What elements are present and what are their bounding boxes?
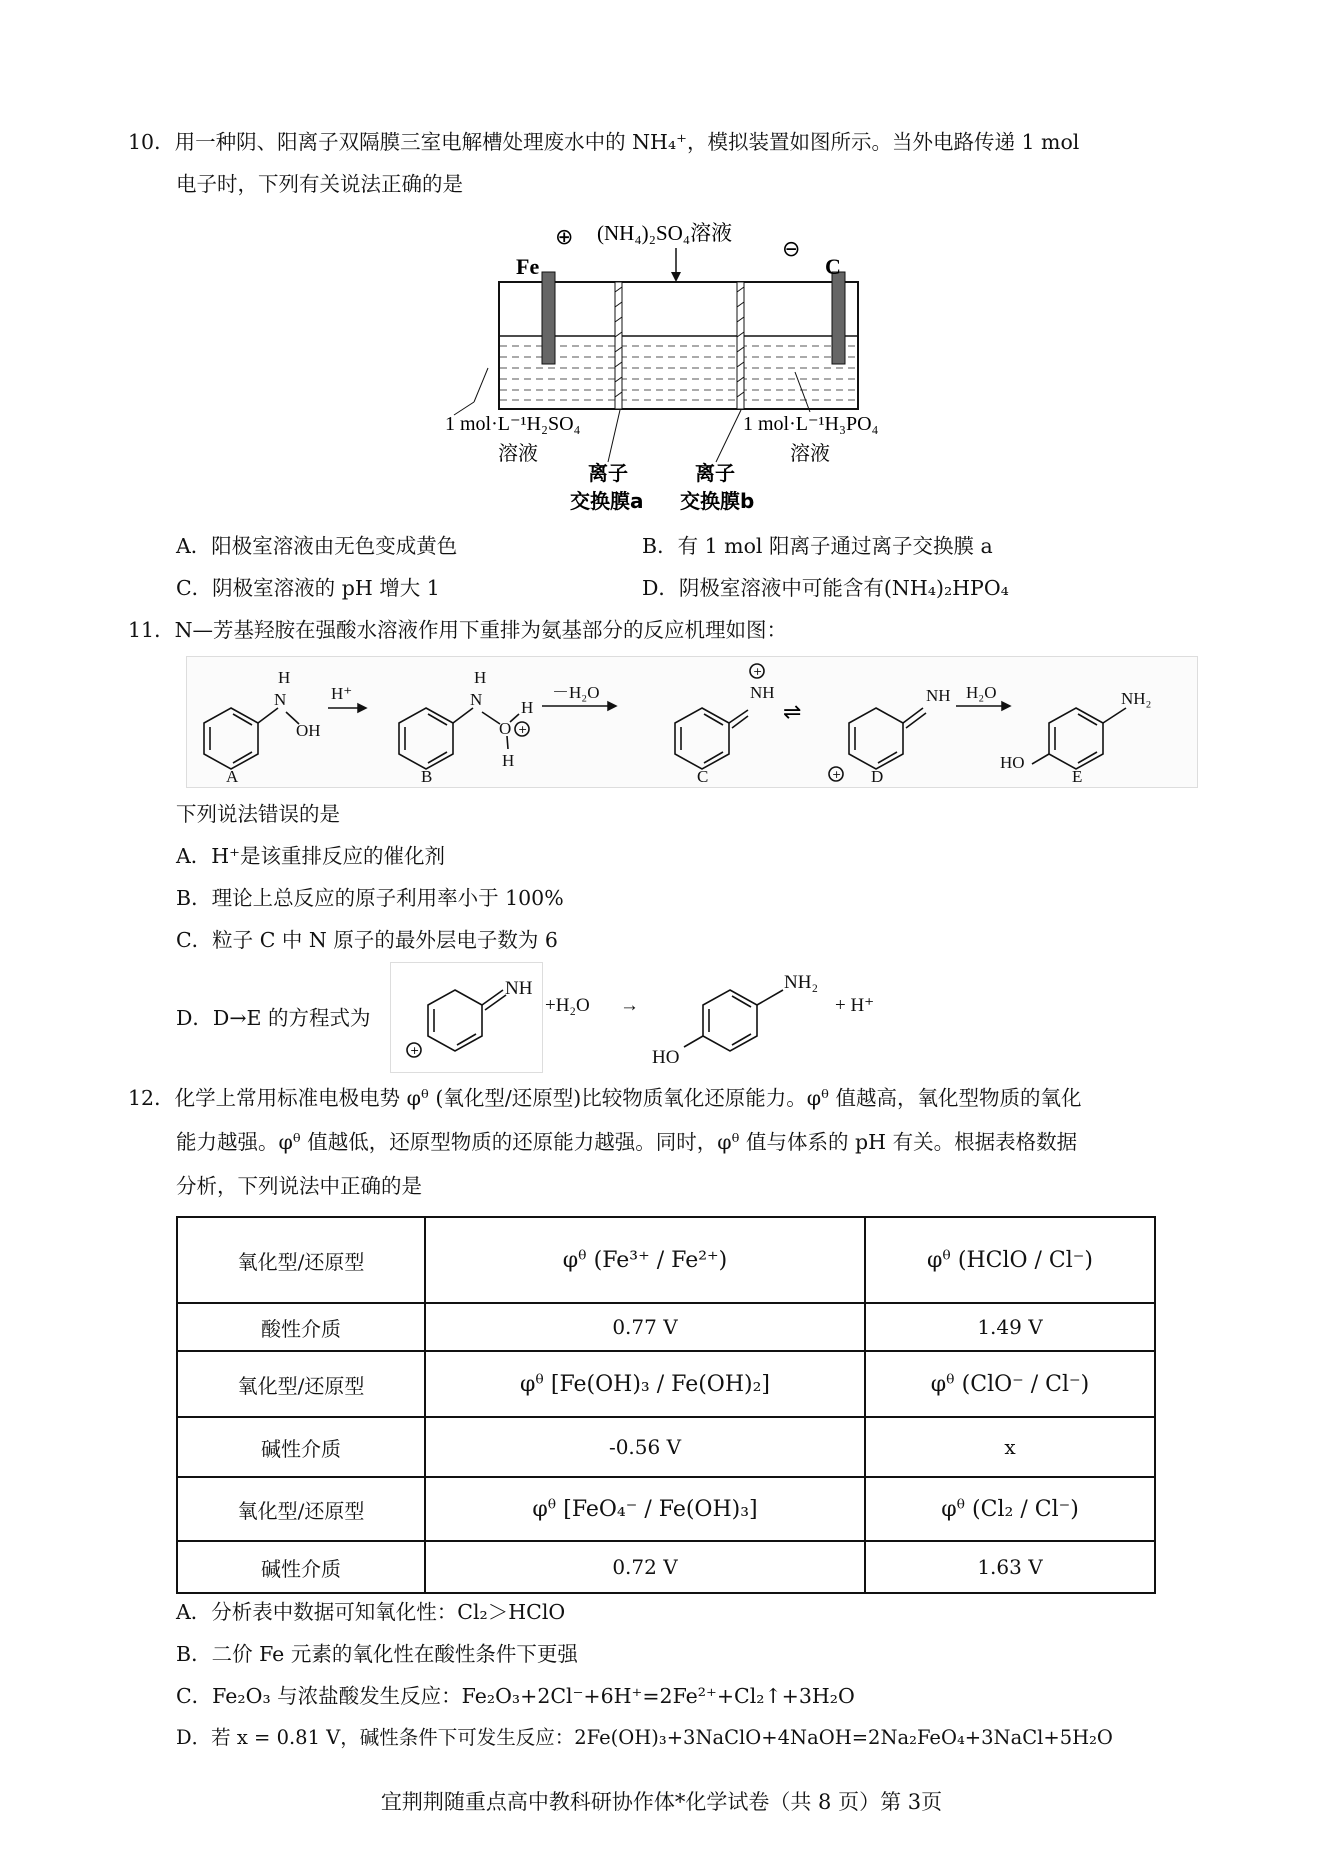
d-to-e-equation xyxy=(390,962,910,1074)
table-row xyxy=(177,1217,1155,1303)
d-eq-nh-label: NH xyxy=(505,978,533,999)
table-cell: φᶿ [FeO₄⁻ / Fe(OH)₃] xyxy=(425,1477,865,1541)
anode-label: Fe xyxy=(516,254,540,279)
page-footer: 宜荆荆随重点高中教科研协作体*化学试卷（共 8 页）第 3页 xyxy=(380,1790,943,1814)
q12-stem-line1: 12．化学上常用标准电极电势 φᶿ (氧化型/还原型)比较物质氧化还原能力。φᶿ 值越高，氧化型物质的氧化 xyxy=(128,1086,1082,1110)
svg-text:+: + xyxy=(832,768,842,781)
svg-text:+: + xyxy=(753,665,763,678)
table-cell: φᶿ (HClO / Cl⁻) xyxy=(865,1217,1155,1303)
table-row xyxy=(177,1303,1155,1351)
table-cell: φᶿ (Fe³⁺ / Fe²⁺) xyxy=(425,1217,865,1303)
q10-option-b: B．有 1 mol 阳离子通过离子交换膜 a xyxy=(642,534,993,558)
a-oh-label: OH xyxy=(296,721,321,740)
table-cell: φᶿ (Cl₂ / Cl⁻) xyxy=(865,1477,1155,1541)
q11-option-d-prefix: D．D→E 的方程式为 xyxy=(176,1006,371,1030)
minus-icon: ⊖ xyxy=(782,237,801,262)
table-cell: 碱性介质 xyxy=(177,1541,425,1593)
table-cell: -0.56 V xyxy=(425,1417,865,1477)
q12-option-b: B．二价 Fe 元素的氧化性在酸性条件下更强 xyxy=(176,1642,578,1666)
membrane-a-pointer xyxy=(608,410,620,462)
table-row xyxy=(177,1417,1155,1477)
q11-option-c: C．粒子 C 中 N 原子的最外层电子数为 6 xyxy=(176,928,558,952)
label-e: E xyxy=(1072,767,1083,786)
q11-question: 下列说法错误的是 xyxy=(176,802,340,826)
table-cell: φᶿ (ClO⁻ / Cl⁻) xyxy=(865,1351,1155,1417)
equilibrium-arrow: ⇌ xyxy=(783,700,802,725)
e-nh2-label: NH₂ xyxy=(1121,689,1152,708)
d-eq-ho-label: HO xyxy=(652,1047,680,1068)
table-row xyxy=(177,1351,1155,1417)
table-cell: 0.77 V xyxy=(425,1303,865,1351)
right-solution-label-2: 溶液 xyxy=(790,443,830,465)
h3po4-pointer xyxy=(795,372,810,412)
rearrangement-scheme xyxy=(186,656,1198,788)
feed-label: (NH₄)₂SO₄溶液 xyxy=(597,221,733,245)
q10-stem-line2: 电子时，下列有关说法正确的是 xyxy=(176,172,463,196)
table-cell: 酸性介质 xyxy=(177,1303,425,1351)
left-solution-label-1: 1 mol·L⁻¹H₂SO₄ xyxy=(445,413,581,435)
d-eq-plus-water: +H₂O xyxy=(545,995,590,1016)
reagent-minus-water: －H₂O xyxy=(552,683,600,702)
right-solution-label-1: 1 mol·L⁻¹H₃PO₄ xyxy=(743,413,879,435)
table-cell: x xyxy=(865,1417,1155,1477)
table-cell: 碱性介质 xyxy=(177,1417,425,1477)
b-o-label: O xyxy=(499,719,512,738)
svg-text:+: + xyxy=(410,1044,420,1057)
d-eq-plus-h: + H⁺ xyxy=(835,995,875,1016)
cathode-label: C xyxy=(825,254,841,279)
reagent-h-plus: H⁺ xyxy=(331,684,353,703)
table-row xyxy=(177,1477,1155,1541)
q12-stem-line3: 分析，下列说法中正确的是 xyxy=(176,1174,422,1198)
label-a: A xyxy=(226,767,239,786)
d-eq-nh2-label: NH₂ xyxy=(784,972,819,993)
table-cell: 氧化型/还原型 xyxy=(177,1351,425,1417)
q10-option-c: C．阴极室溶液的 pH 增大 1 xyxy=(176,576,440,600)
q11-stem: 11．N—芳基羟胺在强酸水溶液作用下重排为氨基部分的反应机理如图： xyxy=(128,618,788,642)
carbon-electrode xyxy=(832,272,845,364)
label-b: B xyxy=(421,767,433,786)
b-h3-label: H xyxy=(502,751,515,770)
q11-option-a: A．H⁺是该重排反应的催化剂 xyxy=(176,844,446,868)
c-nh-label: NH xyxy=(750,683,775,702)
b-h2-label: H xyxy=(521,698,534,717)
q12-option-d: D．若 x = 0.81 V，碱性条件下可发生反应：2Fe(OH)₃+3NaClO+4NaOH=2Na₂FeO₄+3NaCl+5H₂O xyxy=(176,1726,1113,1749)
q11-option-b: B．理论上总反应的原子利用率小于 100% xyxy=(176,886,564,910)
membrane-a-label-2: 交换膜a xyxy=(570,489,644,513)
q12-option-c: C．Fe₂O₃ 与浓盐酸发生反应：Fe₂O₃+2Cl⁻+6H⁺=2Fe²⁺+Cl₂↑+3H₂O xyxy=(176,1684,855,1708)
table-cell: 1.63 V xyxy=(865,1541,1155,1593)
a-n-label: N xyxy=(274,690,287,709)
b-h-label: H xyxy=(474,668,487,687)
e-ring xyxy=(703,990,757,1051)
q10-stem-line1: 10．用一种阴、阳离子双隔膜三室电解槽处理废水中的 NH₄⁺，模拟装置如图所示。当外电路传递 1 mol xyxy=(128,130,1080,154)
table-cell: 1.49 V xyxy=(865,1303,1155,1351)
table-cell: φᶿ [Fe(OH)₃ / Fe(OH)₂] xyxy=(425,1351,865,1417)
d-eq-arrow: → xyxy=(620,995,639,1016)
table-cell: 氧化型/还原型 xyxy=(177,1217,425,1303)
potential-table xyxy=(176,1216,1156,1594)
table-cell: 氧化型/还原型 xyxy=(177,1477,425,1541)
q12-option-a: A．分析表中数据可知氧化性：Cl₂＞HClO xyxy=(176,1600,566,1624)
membrane-b-label-2: 交换膜b xyxy=(680,489,755,513)
left-solution-label-2: 溶液 xyxy=(498,443,538,465)
electrolysis-cell-figure xyxy=(430,212,910,517)
q10-option-d: D．阴极室溶液中可能含有(NH₄)₂HPO₄ xyxy=(642,576,1009,600)
e-ho-label: HO xyxy=(1000,753,1025,772)
reagent-water: H₂O xyxy=(966,683,997,702)
label-d: D xyxy=(871,767,884,786)
table-cell: 0.72 V xyxy=(425,1541,865,1593)
q12-stem-line2: 能力越强。φᶿ 值越低，还原型物质的还原能力越强。同时，φᶿ 值与体系的 pH 有关。根据表格数据 xyxy=(176,1130,1078,1154)
plus-icon: ⊕ xyxy=(555,225,574,250)
membrane-b-pointer xyxy=(716,410,741,462)
membrane-b-label-1: 离子 xyxy=(695,461,735,485)
q10-option-a: A．阳极室溶液由无色变成黄色 xyxy=(176,534,458,558)
a-h-label: H xyxy=(278,668,291,687)
fe-electrode xyxy=(542,272,555,364)
membrane-a-label-1: 离子 xyxy=(588,461,628,485)
table-row xyxy=(177,1541,1155,1593)
b-n-label: N xyxy=(470,690,483,709)
svg-text:+: + xyxy=(518,723,528,736)
membrane-a xyxy=(615,282,622,409)
d-nh-label: NH xyxy=(926,686,951,705)
membrane-b xyxy=(737,282,744,409)
label-c: C xyxy=(697,767,709,786)
